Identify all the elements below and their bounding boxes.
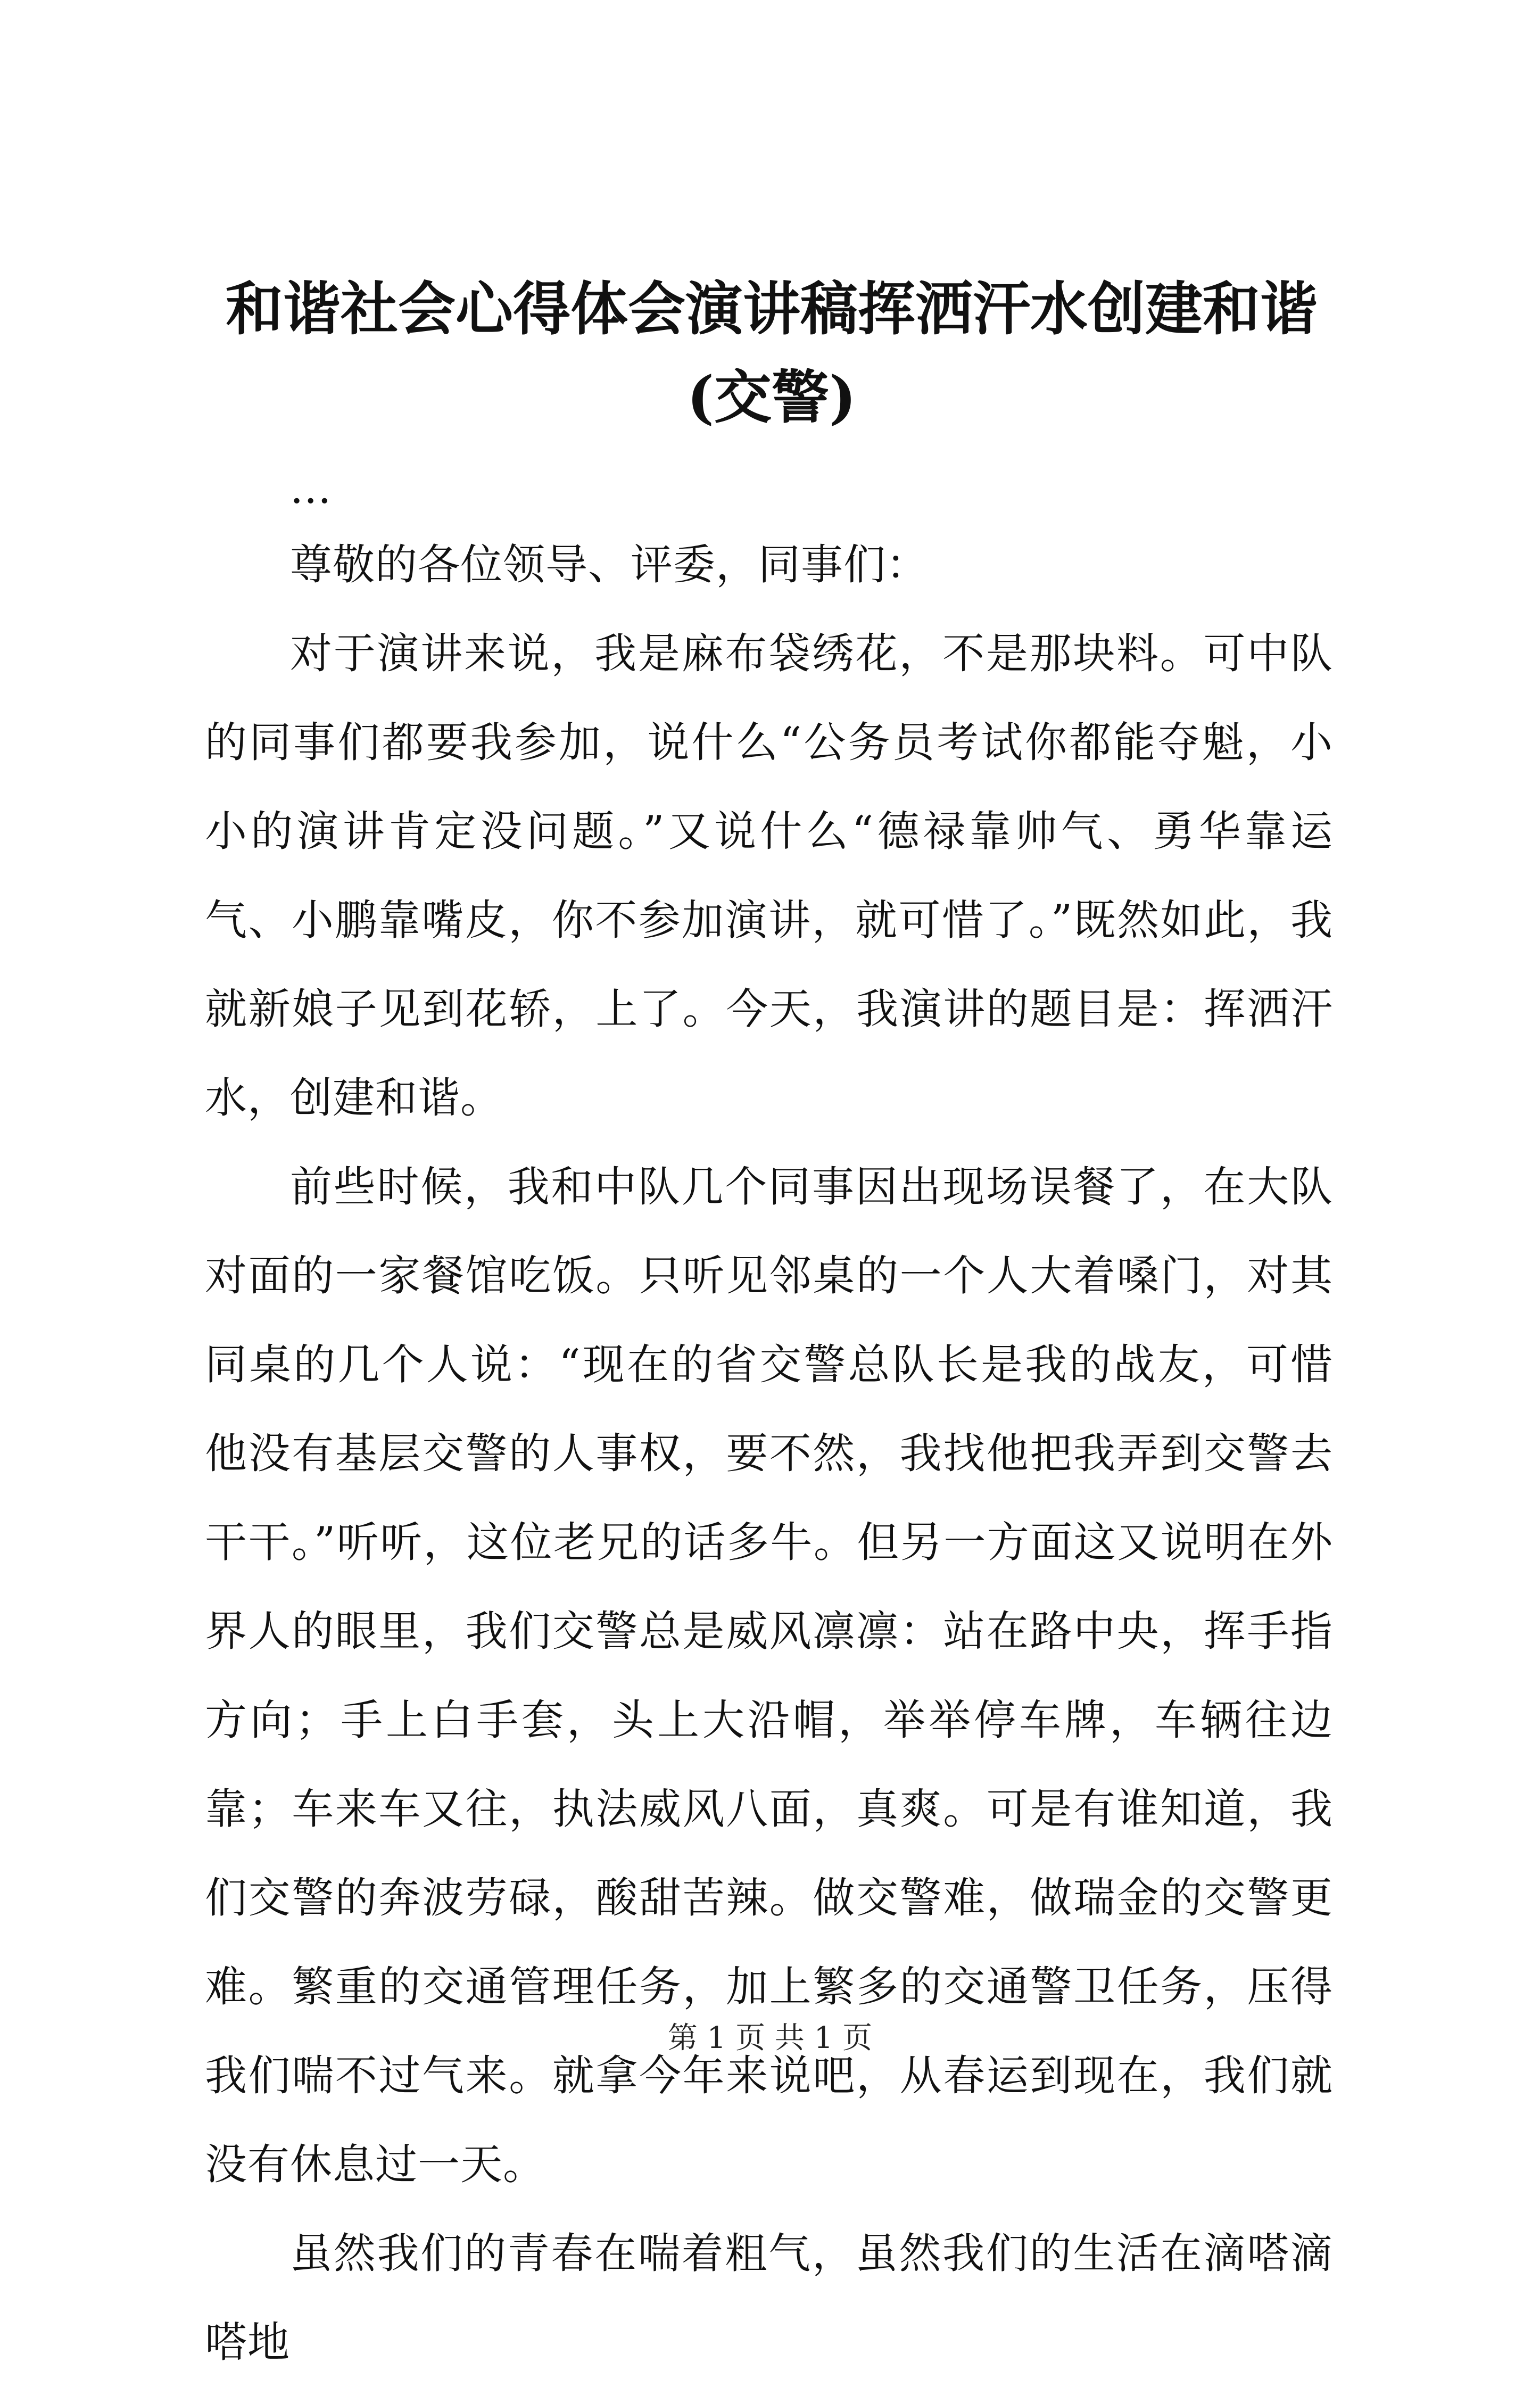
body-paragraph: 虽然我们的青春在喘着粗气，虽然我们的生活在滴嗒滴嗒地 xyxy=(205,2229,1333,2367)
page-title: 和谐社会心得体会演讲稿挥洒汗水创建和谐(交警) xyxy=(225,276,1318,431)
document-body xyxy=(205,457,1333,2387)
body-paragraph: 前些时候，我和中队几个同事因出现场误餐了，在大队对面的一家餐馆吃饭。只听见邻桌的一个人大着嗓门，对其同桌的几个人说：“现在的省交警总队长是我的战友，可惜他没有基层交警的人事权，要不然，我找他把我弄到交警去干干。”听听，这位老兄的话多牛。但另一方面这又说明在外界人的眼里，我们交警总是威风凛凛：站在路中央，挥手指方向；手上白手套，头上大沿帽，举举停车牌，车辆往边靠；车来车又往，执法威风八面，真爽。可是有谁知道，我们交警的奔波劳碌，酸甜苦辣。做交警难，做瑞金的交警更难。繁重的交通管理任务，加上繁多的交通警卫任务，压得我们喘不过气来。就拿今年来说吧，从春运到现在，我们就没有休息过一天。 xyxy=(205,1162,1333,2189)
salutation-paragraph: 尊敬的各位领导、评委，同事们： xyxy=(290,540,929,589)
page-footer: 第 1 页 共 1 页 xyxy=(667,2021,873,2055)
body-paragraph: 对于演讲来说，我是麻布袋绣花，不是那块料。可中队的同事们都要我参加，说什么“公务员考试你都能夺魁，小小的演讲肯定没问题。”又说什么“德禄靠帅气、勇华靠运气、小鹏靠嘴皮，你不参加演讲，就可惜了。”既然如此，我就新娘子见到花轿，上了。今天，我演讲的题目是：挥洒汗水，创建和谐。 xyxy=(205,629,1333,1122)
ellipsis-marker: ... xyxy=(290,464,332,513)
